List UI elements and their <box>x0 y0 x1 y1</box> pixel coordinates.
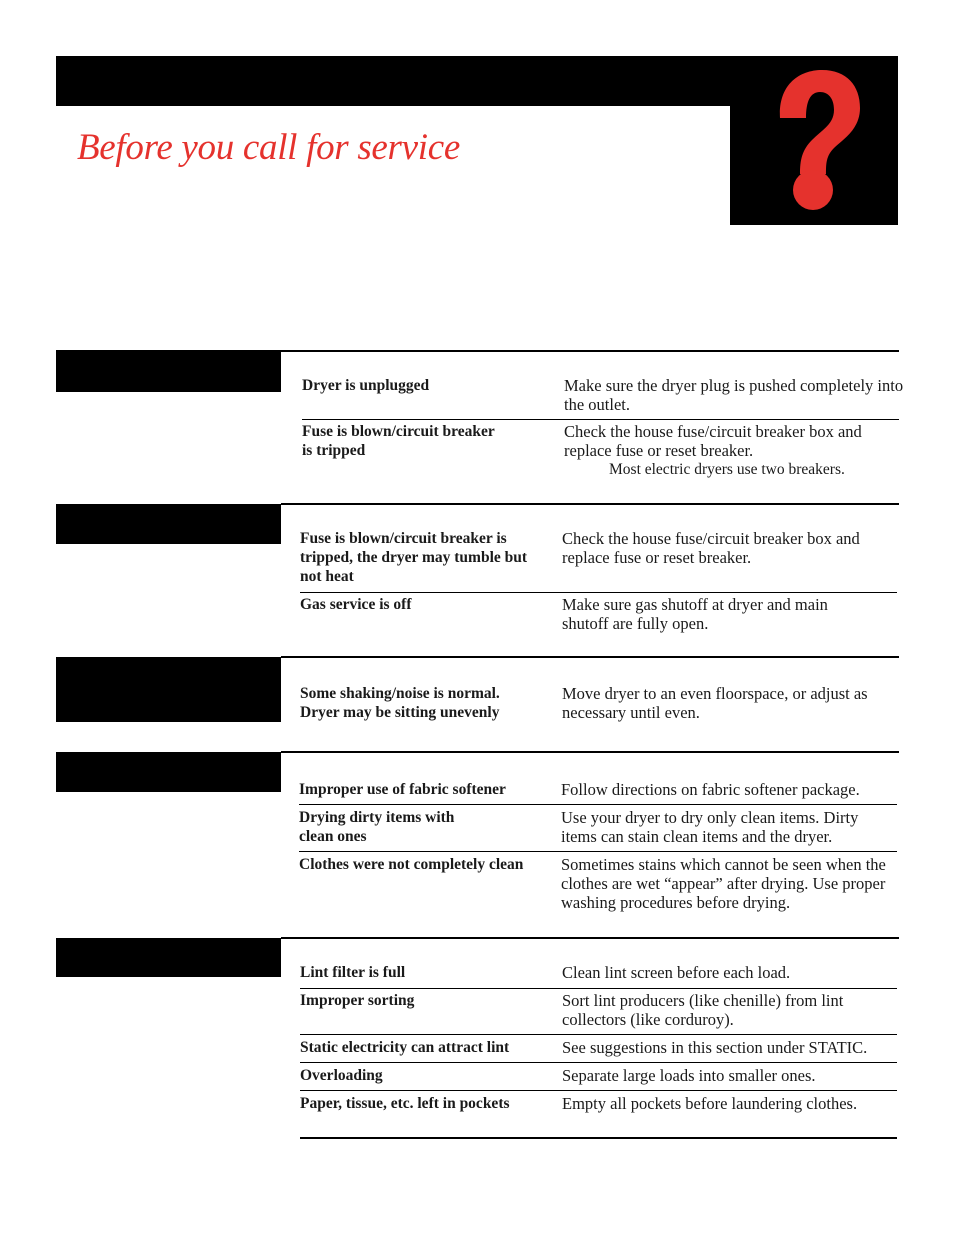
row-divider <box>300 1034 897 1035</box>
row-divider <box>300 988 897 989</box>
solution-text: Sometimes stains which cannot be seen when the clothes are wet “appear” after drying. Use proper washing procedures before drying. <box>561 855 886 912</box>
cause-text: Gas service is off <box>300 596 412 613</box>
section-divider <box>281 656 899 658</box>
row-divider <box>300 592 897 593</box>
cause-text: Improper use of fabric softener <box>299 781 506 798</box>
cause-text: Fuse is blown/circuit breaker is tripped <box>302 423 495 459</box>
cause-text: Clothes were not completely clean <box>299 856 524 873</box>
solution-note: Most electric dryers use two breakers. <box>609 461 845 478</box>
solution-text: See suggestions in this section under STATIC. <box>562 1038 868 1057</box>
section-divider <box>281 350 899 352</box>
section-divider <box>281 503 899 505</box>
cause-text: Overloading <box>300 1067 383 1084</box>
solution-text: Sort lint producers (like chenille) from lint collectors (like corduroy). <box>562 991 844 1029</box>
section-label-block <box>56 504 281 544</box>
solution-text: Make sure the dryer plug is pushed completely into the outlet. <box>564 376 904 414</box>
section-label-block <box>56 657 281 722</box>
section-label-block <box>56 752 281 792</box>
solution-text: Make sure gas shutoff at dryer and main shutoff are fully open. <box>562 595 828 633</box>
row-divider <box>300 1090 897 1091</box>
section-divider <box>281 937 899 939</box>
question-mark-box <box>730 56 898 225</box>
row-divider <box>299 804 897 805</box>
section-divider <box>281 751 899 753</box>
cause-text: Lint filter is full <box>300 964 406 981</box>
question-mark-icon <box>730 56 898 225</box>
solution-text: Empty all pockets before laundering clothes. <box>562 1094 858 1113</box>
section-label-block <box>56 350 281 392</box>
cause-text: Static electricity can attract lint <box>300 1039 510 1056</box>
cause-text: Drying dirty items with clean ones <box>299 809 455 845</box>
page-title: Before you call for service <box>77 127 461 168</box>
cause-text: Fuse is blown/circuit breaker is tripped, the dryer may tumble but not heat <box>300 530 528 585</box>
solution-text: Separate large loads into smaller ones. <box>562 1066 816 1085</box>
solution-text: Clean lint screen before each load. <box>562 963 791 982</box>
row-divider <box>299 851 897 852</box>
solution-text: Check the house fuse/circuit breaker box and replace fuse or reset breaker. <box>564 422 862 460</box>
cause-text: Some shaking/noise is normal. Dryer may be sitting unevenly <box>300 685 500 721</box>
solution-text: Check the house fuse/circuit breaker box and replace fuse or reset breaker. <box>562 529 860 567</box>
solution-text: Follow directions on fabric softener package. <box>561 780 860 799</box>
row-divider <box>300 1062 897 1063</box>
section-label-block <box>56 938 281 977</box>
solution-block <box>564 422 884 479</box>
cause-text: Paper, tissue, etc. left in pockets <box>300 1095 510 1112</box>
solution-text: Use your dryer to dry only clean items. Dirty items can stain clean items and the dryer. <box>561 808 859 846</box>
bottom-rule <box>300 1137 897 1139</box>
cause-text: Dryer is unplugged <box>302 377 430 394</box>
cause-text: Improper sorting <box>300 992 415 1009</box>
solution-text: Move dryer to an even floorspace, or adjust as necessary until even. <box>562 684 868 722</box>
row-divider <box>302 419 899 420</box>
